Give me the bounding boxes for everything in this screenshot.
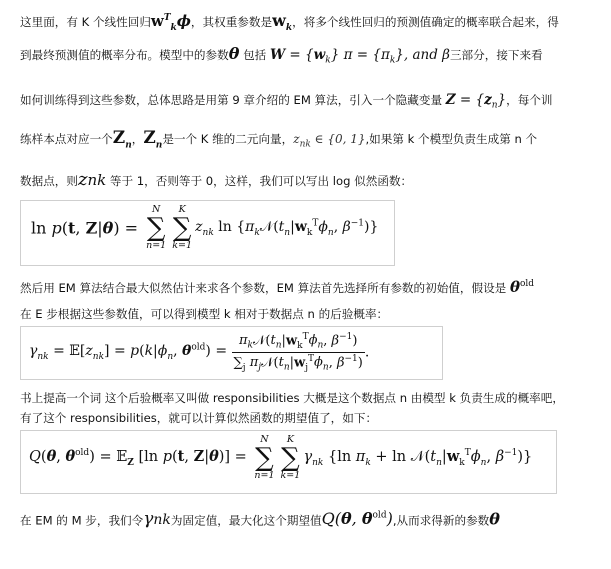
sum-n: N ∑ n=1: [146, 204, 167, 251]
text-seg: 练样本点对应一个: [20, 132, 113, 146]
text-seg: 三部分，接下来看: [449, 48, 543, 62]
equation-box-expectation: [20, 430, 557, 494]
text-seg: 如何训练得到这些参数，总体思路是用第 9 章介绍的 EM 算法，引入一个隐藏变量: [20, 93, 443, 107]
text-line-9: [20, 410, 377, 426]
text-seg: 这里面，有 K 个线性回归: [20, 15, 151, 29]
text-seg: 包括: [243, 48, 267, 62]
math-param-sets: $W = \{w_k\} \pi = \{\pi_k\}$, and β: [269, 47, 450, 66]
text-line-8: [20, 390, 564, 406]
text-seg: ，每个训: [506, 93, 553, 107]
text-seg: 为固定值，最大化这个期望值: [170, 513, 322, 528]
sum-k: K ∑ k=1: [280, 434, 301, 481]
fraction: $\frac{\pi_k𝒩(t_n|w_k^T\phi_n, \beta^{-1})}{\sum_j \pi_j𝒩(t_n|w_j^T\phi_n, \beta^{-1})}$: [233, 332, 363, 373]
math-znk-in: $z_{nk}$ ∈ {0, 1}: [293, 132, 366, 150]
math-Q: Q(θ, $\theta^{old}$): [321, 509, 393, 529]
equation-expectation: Q(θ, $\theta^{old}$) = 𝔼$_Z$ [ln p(t, Z|θ)] = N ∑ n=1 K ∑ k=1 $\gamma_{nk}$ {ln $\pi_k + \ln$ $𝒩(t_n|w_k^T\phi_n$, $\beta^{-1}$)}: [29, 434, 533, 481]
text-line-10: [20, 508, 500, 528]
text-seg: 数据点，则: [20, 174, 78, 188]
text-line-7: [20, 306, 388, 322]
equation-loglik: ln p(t, Z|θ) = N ∑ n=1 K ∑ k=1 $z_{nk}$ $\ln \{\pi_k𝒩(t_n|w_k^T\phi_n$, $\beta^{-1}$)}: [31, 204, 379, 251]
text-seg: ,如果第 k 个模型负责生成第 n 个: [365, 132, 538, 146]
math-theta-old: $\theta^{old}$: [509, 278, 535, 296]
sum-k: K ∑ k=1: [172, 204, 193, 251]
text-seg: 等于 1，否则等于 0，这样，我们可以写出 log 似然函数：: [109, 174, 413, 188]
text-line-1: [20, 10, 559, 36]
text-seg: 在 EM 的 M 步，我们令: [20, 513, 144, 528]
equation-responsibility: $\gamma_{nk}$ = $𝔼[z_{nk}] = p(k|\phi_n$, $\theta^{old}$) = $\frac{\pi_k𝒩(t_n|w_k^T\phi_n, \beta^{-1})}{\sum_j \pi_j𝒩(t_n|w_j^T\phi_n, \beta^{-1})}$ .: [29, 332, 370, 373]
math-theta: θ: [228, 44, 240, 63]
text-seg: 在 E 步根据这些参数值，可以得到模型 k 相对于数据点 n 的后验概率：: [20, 307, 389, 321]
text-seg: 书上提高一个词 这个后验概率又叫做 responsibilities 大概是这个数据点 n 由模型 k 负责生成的概率吧，: [20, 391, 564, 405]
text-line-5: [20, 169, 413, 190]
equation-box-loglik: [20, 200, 395, 266]
math-zn: $Z_n$: [143, 128, 163, 151]
math-Z-set: $Z = \{z_n\}$: [445, 92, 507, 111]
text-line-6: [20, 276, 534, 296]
text-line-3: [20, 92, 553, 114]
text-seg: 然后用 EM 算法结合最大似然估计来求各个参数，EM 算法首先选择所有参数的初始值，假设是: [20, 281, 507, 295]
text-line-2: [20, 46, 543, 69]
text-seg: ,从而求得新的参数: [392, 513, 490, 528]
text-seg: ，将多个线性回归的预测值确定的概率联合起来，得: [292, 15, 559, 29]
math-znk: znk: [77, 169, 107, 190]
text-line-4: [20, 130, 537, 153]
text-seg: 有了这个 responsibilities，就可以计算似然函数的期望值了，如下：: [20, 411, 378, 425]
math-wk-phi: $w^T_k\phi$: [150, 12, 191, 33]
text-seg: ，其权重参数是: [190, 15, 273, 29]
sum-n: N ∑ n=1: [254, 434, 275, 481]
math-gamma-nk: γnk: [143, 509, 171, 530]
math-wk: $w_k$: [272, 11, 293, 34]
text-seg: ，: [131, 132, 144, 146]
text-seg: 是一个 K 维的二元向量，: [162, 132, 294, 146]
text-seg: 到最终预测值的概率分布。模型中的参数: [20, 48, 229, 62]
math-zn: $Z_n$: [112, 128, 132, 151]
equation-box-responsibility: [20, 326, 443, 380]
math-theta: θ: [489, 509, 500, 529]
